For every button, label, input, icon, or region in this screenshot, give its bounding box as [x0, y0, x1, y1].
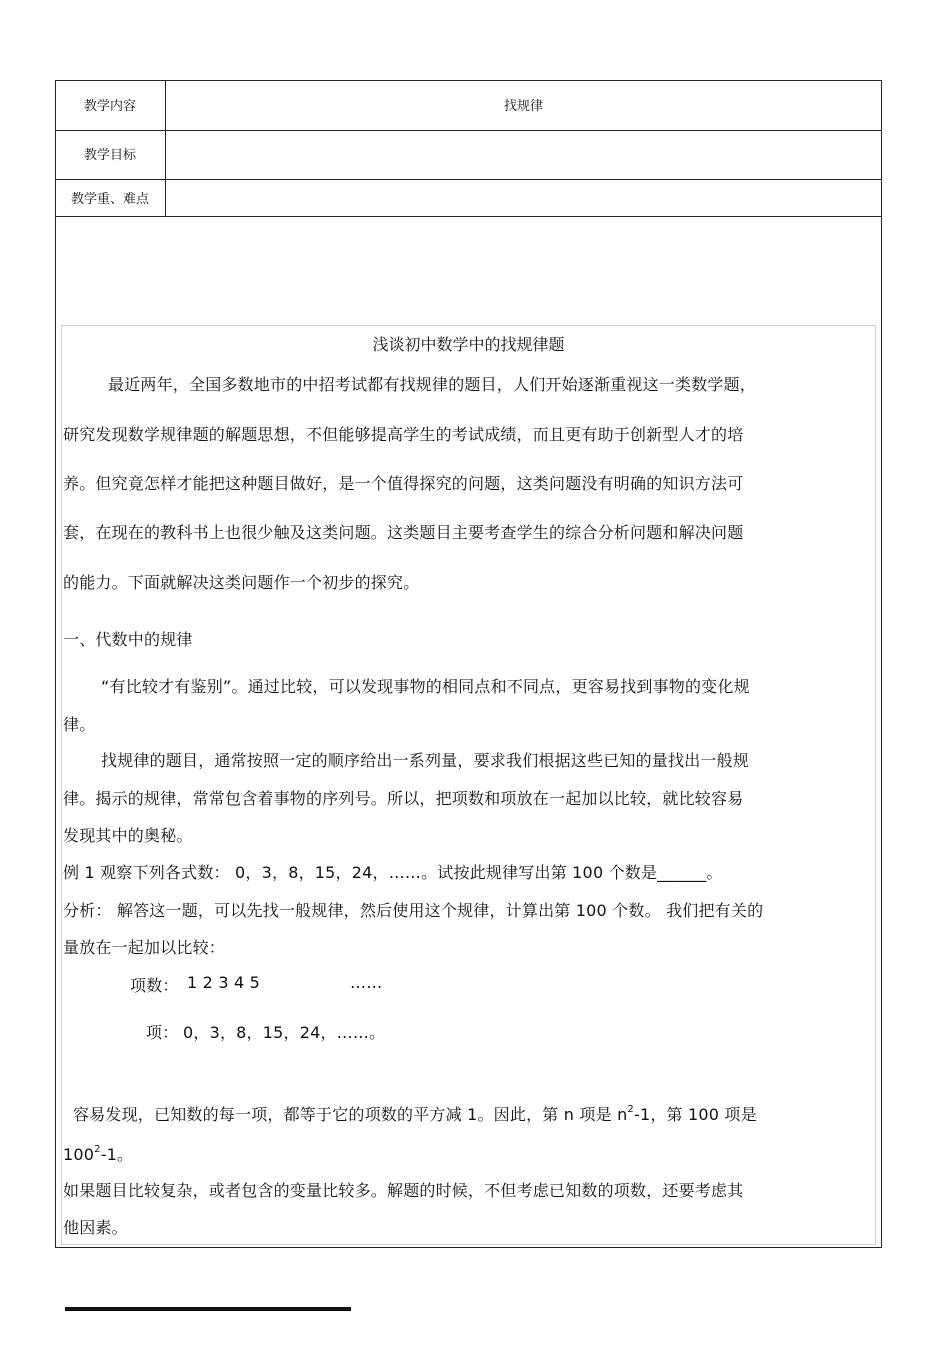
term-index-label: 项数： — [130, 976, 179, 995]
term-index-values: 1 2 3 4 5 — [187, 973, 261, 992]
intro-line: 套，在现在的教科书上也很少触及这类问题。这类题目主要考查学生的综合分析问题和解决问题 — [63, 523, 744, 542]
intro-line: 的能力。下面就解决这类问题作一个初步的探究。 — [63, 573, 420, 592]
exponent: 2 — [627, 1104, 634, 1115]
conclusion-text: -1，第 100 项是 — [633, 1105, 757, 1124]
paragraph-line: 找规律的题目，通常按照一定的顺序给出一系列量，要求我们根据这些已知的量找出一般规 — [101, 751, 750, 770]
conclusion-line — [73, 1102, 757, 1125]
analysis-line: 量放在一起加以比较： — [63, 938, 226, 957]
article-title: 浅谈初中数学中的找规律题 — [372, 335, 565, 354]
conclusion-text: -1。 — [100, 1145, 134, 1164]
footer-rule — [65, 1307, 351, 1311]
conclusion-text: 容易发现，已知数的每一项，都等于它的项数的平方减 1。因此，第 n 项是 n — [73, 1105, 628, 1124]
row-label-content: 教学内容 — [83, 99, 136, 114]
table-divider — [55, 179, 882, 180]
intro-line: 养。但究竟怎样才能把这种题目做好，是一个值得探究的问题，这类问题没有明确的知识方法可 — [63, 474, 744, 493]
analysis-line: 分析： 解答这一题，可以先找一般规律，然后使用这个规律，计算出第 100 个数。 我们把有关的 — [63, 901, 764, 920]
term-label: 项： — [146, 1023, 179, 1042]
row-value-content: 找规律 — [503, 99, 543, 114]
paragraph-line: 律。 — [63, 715, 96, 734]
conclusion-line — [63, 1142, 133, 1165]
table-divider — [55, 130, 882, 131]
paragraph-line: “有比较才有鉴别”。通过比较，可以发现事物的相同点和不同点，更容易找到事物的变化规 — [101, 677, 750, 696]
exponent: 2 — [94, 1144, 101, 1155]
paragraph-line: 发现其中的奥秘。 — [63, 826, 193, 845]
intro-line: 最近两年，全国多数地市的中招考试都有找规律的题目，人们开始逐渐重视这一类数学题， — [108, 375, 757, 394]
intro-line: 研究发现数学规律题的解题思想，不但能够提高学生的考试成绩，而且更有助于创新型人才的培 — [63, 425, 744, 444]
table-divider — [55, 216, 882, 217]
paragraph-line: 律。揭示的规律，常常包含着事物的序列号。所以，把项数和项放在一起加以比较，就比较容易 — [63, 789, 744, 808]
term-index-ellipsis: …… — [350, 973, 383, 992]
paragraph-line: 他因素。 — [63, 1218, 128, 1237]
term-values: 0，3，8，15，24，……。 — [183, 1023, 386, 1042]
conclusion-text: 100 — [63, 1145, 95, 1164]
row-label-keypoints: 教学重、难点 — [70, 192, 149, 207]
example-1: 例 1 观察下列各式数： 0，3，8，15，24，……。试按此规律写出第 100 个数是______。 — [63, 863, 723, 882]
paragraph-line: 如果题目比较复杂，或者包含的变量比较多。解题的时候，不但考虑已知数的项数，还要考虑其 — [63, 1181, 744, 1200]
row-label-objectives: 教学目标 — [83, 148, 136, 163]
section-heading: 一、代数中的规律 — [63, 630, 193, 649]
